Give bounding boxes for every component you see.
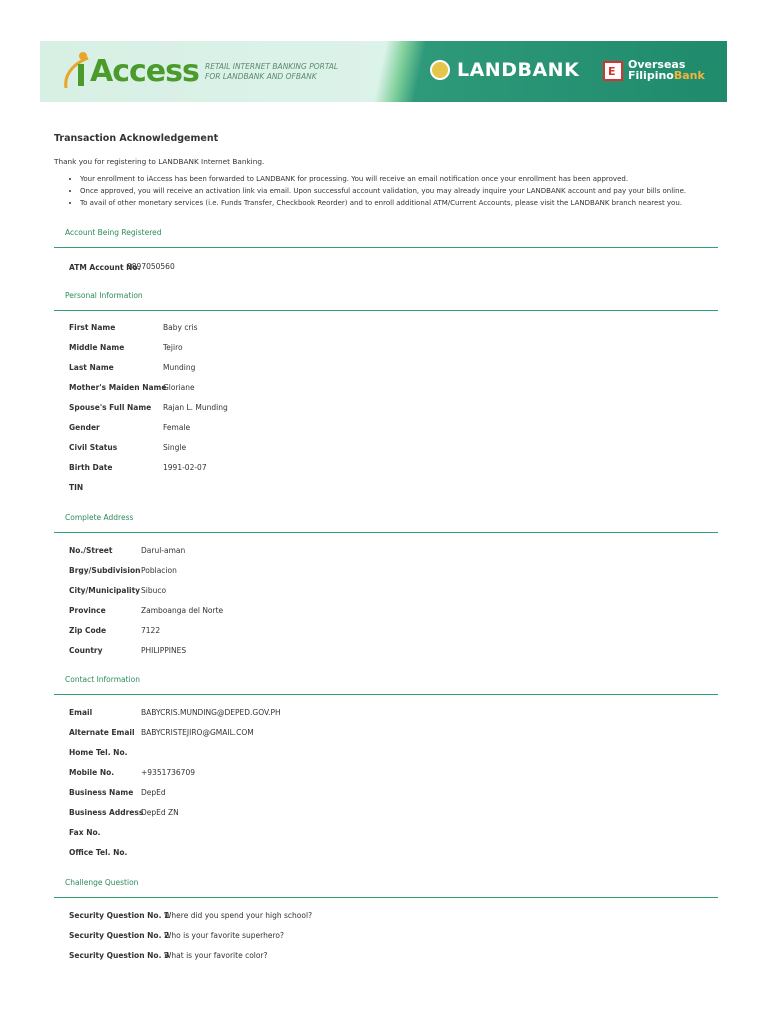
spouse-name-label: Spouse's Full Name — [69, 403, 152, 412]
street-value: Darul-aman — [141, 546, 186, 555]
first-name-label: First Name — [69, 323, 116, 332]
business-name-label: Business Name — [69, 788, 134, 797]
gender-value: Female — [163, 423, 191, 432]
first-name-value: Baby cris — [163, 323, 198, 332]
fax-label: Fax No. — [69, 828, 101, 837]
mobile-label: Mobile No. — [69, 768, 115, 777]
security-question-1-value: Where did you spend your high school? — [164, 911, 313, 920]
mothers-maiden-name-label: Mother's Maiden Name — [69, 383, 167, 392]
landbank-seal-icon — [430, 60, 450, 80]
section-heading-personal: Personal Information — [65, 291, 143, 300]
section-heading-challenge: Challenge Question — [65, 878, 139, 887]
barangay-label: Brgy/Subdivision — [69, 566, 141, 575]
business-name-value: DepEd — [141, 788, 166, 797]
alternate-email-value: BABYCRISTEJIRO@GMAIL.COM — [141, 728, 254, 737]
ofbank-logo-icon: E — [603, 61, 623, 81]
province-label: Province — [69, 606, 106, 615]
atm-account-value: 3897050560 — [127, 262, 175, 271]
section-divider — [54, 247, 718, 248]
atm-account-label: ATM Account No. — [69, 263, 141, 272]
security-question-1-label: Security Question No. 1 — [69, 911, 170, 920]
portal-tagline: RETAIL INTERNET BANKING PORTAL FOR LANDBANK AND OFBANK — [205, 62, 339, 81]
city-value: Sibuco — [141, 586, 167, 595]
security-question-3-label: Security Question No. 3 — [69, 951, 170, 960]
notes-list — [54, 174, 686, 209]
business-address-label: Business Address — [69, 808, 144, 817]
civil-status-value: Single — [163, 443, 187, 452]
spouse-name-value: Rajan L. Munding — [163, 403, 228, 412]
list-item: • Your enrollment to iAccess has been forwarded to LANDBANK for processing. You will receive an email notification once your enrollment has been approved. — [80, 174, 686, 186]
country-label: Country — [69, 646, 103, 655]
section-heading-account: Account Being Registered — [65, 228, 162, 237]
middle-name-label: Middle Name — [69, 343, 125, 352]
province-value: Zamboanga del Norte — [141, 606, 224, 615]
section-divider — [54, 694, 718, 695]
section-divider — [54, 532, 718, 533]
email-label: Email — [69, 708, 93, 717]
page-title: Transaction Acknowledgement — [54, 133, 219, 144]
section-heading-address: Complete Address — [65, 513, 134, 522]
section-divider — [54, 897, 718, 898]
birth-date-label: Birth Date — [69, 463, 113, 472]
street-label: No./Street — [69, 546, 113, 555]
security-question-2-label: Security Question No. 2 — [69, 931, 170, 940]
business-address-value: DepEd ZN — [141, 808, 179, 817]
city-label: City/Municipality — [69, 586, 141, 595]
email-value: BABYCRIS.MUNDING@DEPED.GOV.PH — [141, 708, 281, 717]
list-item: • To avail of other monetary services (i.e. Funds Transfer, Checkbook Reorder) and to enroll additional ATM/Current Accounts, please visit the LANDBANK branch nearest you. — [80, 198, 686, 210]
mothers-maiden-name-value: Gloriane — [163, 383, 195, 392]
tin-label: TIN — [69, 483, 84, 492]
security-question-2-value: Who is your favorite superhero? — [164, 931, 284, 940]
section-heading-contact: Contact Information — [65, 675, 140, 684]
mobile-value: +9351736709 — [141, 768, 196, 777]
country-value: PHILIPPINES — [141, 646, 187, 655]
home-tel-label: Home Tel. No. — [69, 748, 128, 757]
security-question-3-value: What is your favorite color? — [164, 951, 268, 960]
office-tel-label: Office Tel. No. — [69, 848, 128, 857]
alternate-email-label: Alternate Email — [69, 728, 135, 737]
middle-name-value: Tejiro — [163, 343, 183, 352]
gender-label: Gender — [69, 423, 100, 432]
landbank-logo: LANDBANK — [457, 59, 580, 81]
iaccess-logo-icon — [62, 48, 92, 92]
birth-date-value: 1991-02-07 — [163, 463, 207, 472]
civil-status-label: Civil Status — [69, 443, 118, 452]
list-item: • Once approved, you will receive an activation link via email. Upon successful account validation, you may already inquire your LANDBANK account and pay your bills online. — [80, 186, 686, 198]
last-name-label: Last Name — [69, 363, 114, 372]
intro-text: Thank you for registering to LANDBANK Internet Banking. — [54, 157, 265, 166]
barangay-value: Poblacion — [141, 566, 177, 575]
last-name-value: Munding — [163, 363, 196, 372]
zip-code-label: Zip Code — [69, 626, 107, 635]
section-divider — [54, 310, 718, 311]
zip-code-value: 7122 — [141, 626, 161, 635]
ofbank-logo: Overseas FilipinoBank — [628, 58, 705, 82]
iaccess-logo: Access — [90, 54, 199, 89]
